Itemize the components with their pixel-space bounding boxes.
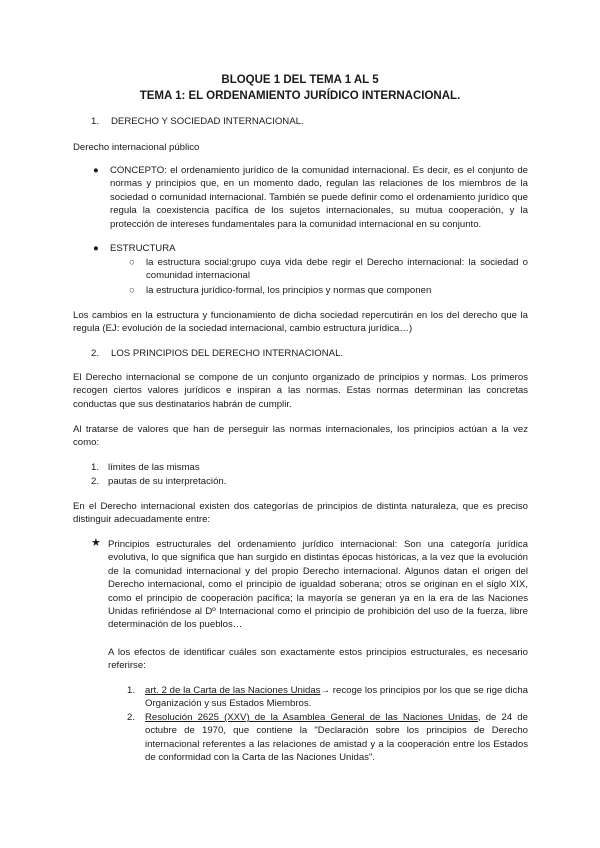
circle-bullet: ○ [129, 257, 135, 268]
bullet-dot: ● [93, 243, 99, 254]
section2-heading: LOS PRINCIPIOS DEL DERECHO INTERNACIONAL. [111, 348, 344, 359]
list-number: 1. [91, 462, 100, 473]
categories-paragraph: En el Derecho internacional existen dos categorías de principios de distinta naturaleza, que es preciso distinguir adecuadamente entre: [73, 501, 528, 526]
sublist-item-text: → recoge los principios por los que se rige dicha Organización y sus Estados Miembros. [145, 685, 528, 710]
estructura-item: la estructura social:grupo cuya vida debe regir el Derecho internacional: la sociedad o comunidad internacional [146, 257, 528, 282]
concepto-text: CONCEPTO: el ordenamiento jurídico de la comunidad internacional. Es decir, es el conjunto de normas y principios que, en un momento dado, regulan las relaciones de los miembros de la sociedad o comunidad internacional. También se puede definir como el ordenamiento jurídico que regula la coexistencia pacífica de los sujetos internacionales, su mutua cooperación, y la protección de intereses fundamentales para la comunidad internacional en su conjunto. [110, 165, 528, 230]
star-item-text: Principios estructurales del ordenamiento jurídico internacional: Son una categoría jurídica evolutiva, lo que significa que han surgido en distintas épocas históricas, a la vez que la evolución de la comunidad internacional y del propio Derecho internacional. Algunos datan el origen del Derecho internacional, como el principio de igualdad soberana; otros se originan en el siglo XIX, como el principio de cooperación pacífica; la mayoría se generan ya en la era de las Naciones Unidas refiriéndose al Dº Internacional como el principio de prohibición del uso de la fuerza, libre determinación de los pueblos… [108, 539, 528, 631]
sublist-item [145, 684, 528, 711]
values-paragraph: Al tratarse de valores que han de perseguir las normas internacionales, los principios actúan a la vez como: [73, 424, 528, 449]
list-item: pautas de su interpretación. [108, 476, 227, 487]
sublist-item-text: , de 24 de octubre de 1970, que contiene la "Declaración sobre los principios de Derecho internacional referentes a las relaciones de amistad y a la cooperación entre los Estados de conformidad con la Carta de las Naciones Unidas". [145, 712, 528, 764]
section1-number: 1. [91, 116, 100, 127]
carta-link[interactable]: art. 2 de la Carta de las Naciones Unidas [145, 685, 321, 696]
sublist-number: 1. [127, 685, 136, 696]
document-subtitle: TEMA 1: EL ORDENAMIENTO JURÍDICO INTERNACIONAL. [139, 90, 461, 102]
star-followup-paragraph: A los efectos de identificar cuáles son exactamente estos principios estructurales, es necesario referirse: [108, 647, 528, 672]
list-item: límites de las mismas [108, 462, 200, 473]
cambios-paragraph: Los cambios en la estructura y funcionamiento de dicha sociedad repercutirán en los del derecho que la regula (EJ: evolución de la sociedad internacional, cambio estructura jurídica…) [73, 310, 528, 335]
section1-heading: DERECHO Y SOCIEDAD INTERNACIONAL. [111, 116, 304, 127]
estructura-label: ESTRUCTURA [110, 243, 176, 254]
sublist-number: 2. [127, 712, 136, 723]
section1-subheading: Derecho internacional público [73, 142, 200, 153]
resolucion-link[interactable]: Resolución 2625 (XXV) de la Asamblea General de las Naciones Unidas [145, 712, 478, 723]
bullet-dot: ● [93, 165, 99, 176]
circle-bullet: ○ [129, 285, 135, 296]
principles-paragraph: El Derecho internacional se compone de un conjunto organizado de principios y normas. Los primeros recogen ciertos valores jurídicos e inspiran a las normas. Estas normas determinan las concretas conductas que sus destinatarios habrán de cumplir. [73, 372, 528, 410]
list-number: 2. [91, 476, 100, 487]
section2-number: 2. [91, 348, 100, 359]
document-title: BLOQUE 1 DEL TEMA 1 AL 5 [221, 74, 379, 86]
sublist-item [145, 711, 528, 765]
estructura-item: la estructura jurídico-formal, los principios y normas que componen [146, 285, 432, 296]
star-icon: ★ [91, 537, 101, 549]
